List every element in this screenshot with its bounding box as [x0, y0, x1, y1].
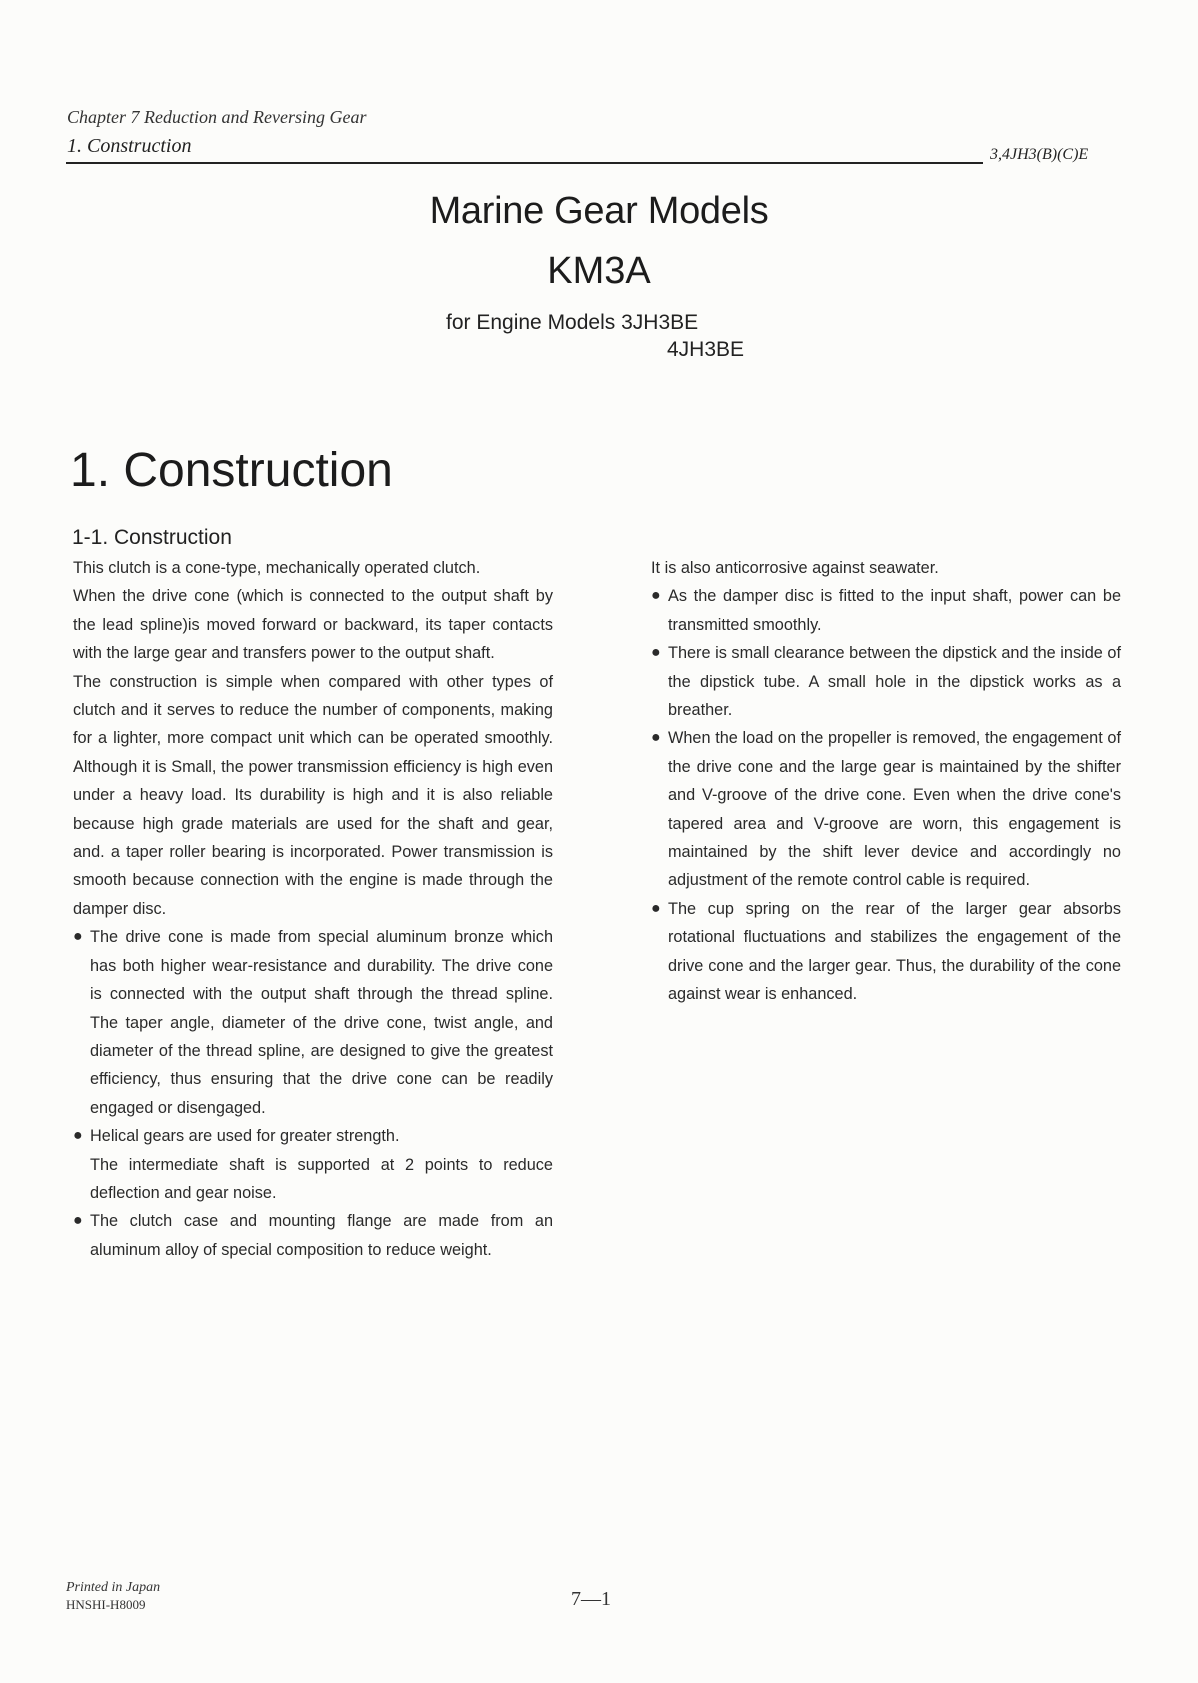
footer-document-code: HNSHI-H8009	[66, 1597, 146, 1612]
engine-models-line-1: for Engine Models 3JH3BE	[446, 311, 699, 334]
bullet-item	[73, 1122, 553, 1150]
paragraph: It is also anticorrosive against seawater.	[651, 559, 939, 577]
bullet-item	[651, 639, 1121, 724]
bullet-icon: ●	[651, 587, 661, 605]
bullet-icon: ●	[651, 899, 661, 917]
engine-models-line-2: 4JH3BE	[667, 338, 745, 361]
bullet-text: Helical gears are used for greater strength.	[90, 1127, 400, 1146]
bullet-icon: ●	[73, 1212, 83, 1230]
bullet-item	[73, 923, 553, 1122]
gear-model-title: KM3A	[547, 250, 651, 292]
bullet-icon: ●	[651, 644, 661, 662]
header-section: 1. Construction	[67, 135, 192, 157]
bullet-icon: ●	[73, 928, 83, 946]
header-rule	[66, 162, 983, 164]
bullet-text: When the load on the propeller is removed, the engagement of the drive cone and the large gear is maintained by the shifter and V-groove of the drive cone. Even when the drive cone's tapered area and V-groove are worn, this engagement is maintained by the shift lever device and accordingly no adjustment of the remote control cable is required.	[668, 729, 1121, 890]
left-column	[73, 554, 553, 1264]
page-title: Marine Gear Models	[429, 190, 769, 232]
bullet-icon: ●	[651, 729, 661, 747]
bullet-item	[73, 1207, 553, 1264]
bullet-item	[651, 724, 1121, 894]
bullet-text: The clutch case and mounting flange are made from an aluminum alloy of special composition to reduce weight.	[90, 1212, 553, 1259]
bullet-text: The cup spring on the rear of the larger gear absorbs rotational fluctuations and stabilizes the engagement of the drive cone and the larger gear. Thus, the durability of the cone against wear is enhanced.	[668, 899, 1121, 1004]
bullet-item	[651, 582, 1121, 639]
right-column	[651, 554, 1121, 1009]
paragraph: The construction is simple when compared with other types of clutch and it serves to reduce the number of components, making for a lighter, more compact unit which can be operated smoothly. Although it is Small, the power transmission efficiency is high even under a heavy load. Its durability is high and it is also reliable because high grade materials are used for the shaft and gear, and. a taper roller bearing is incorporated. Power transmission is smooth because connection with the engine is made through the damper disc.	[73, 672, 553, 918]
footer-printed-in: Printed in Japan	[66, 1580, 161, 1595]
paragraph: This clutch is a cone-type, mechanically operated clutch.	[73, 559, 481, 577]
bullet-text: There is small clearance between the dipstick and the inside of the dipstick tube. A small hole in the dipstick works as a breather.	[668, 644, 1121, 720]
bullet-text: As the damper disc is fitted to the input shaft, power can be transmitted smoothly.	[668, 587, 1121, 634]
section-heading: 1. Construction	[70, 444, 393, 497]
header-model-code: 3,4JH3(B)(C)E	[990, 146, 1089, 163]
bullet-text: The drive cone is made from special aluminum bronze which has both higher wear-resistance and durability. The drive cone is connected with the output shaft through the thread spline. The taper angle, diameter of the drive cone, twist angle, and diameter of the thread spline, are designed to give the greatest efficiency, thus ensuring that the drive cone can be readily engaged or disengaged.	[90, 928, 553, 1117]
bullet-continuation: The intermediate shaft is supported at 2 points to reduce deflection and gear noise.	[90, 1155, 553, 1202]
bullet-item	[651, 895, 1121, 1009]
header-chapter: Chapter 7 Reduction and Reversing Gear	[67, 107, 367, 127]
subsection-heading: 1-1. Construction	[72, 526, 232, 549]
paragraph: When the drive cone (which is connected to the output shaft by the lead spline)is moved forward or backward, its taper contacts with the large gear and transfers power to the output shaft.	[73, 587, 553, 663]
bullet-icon: ●	[73, 1127, 83, 1145]
page-number: 7—1	[571, 1588, 611, 1610]
